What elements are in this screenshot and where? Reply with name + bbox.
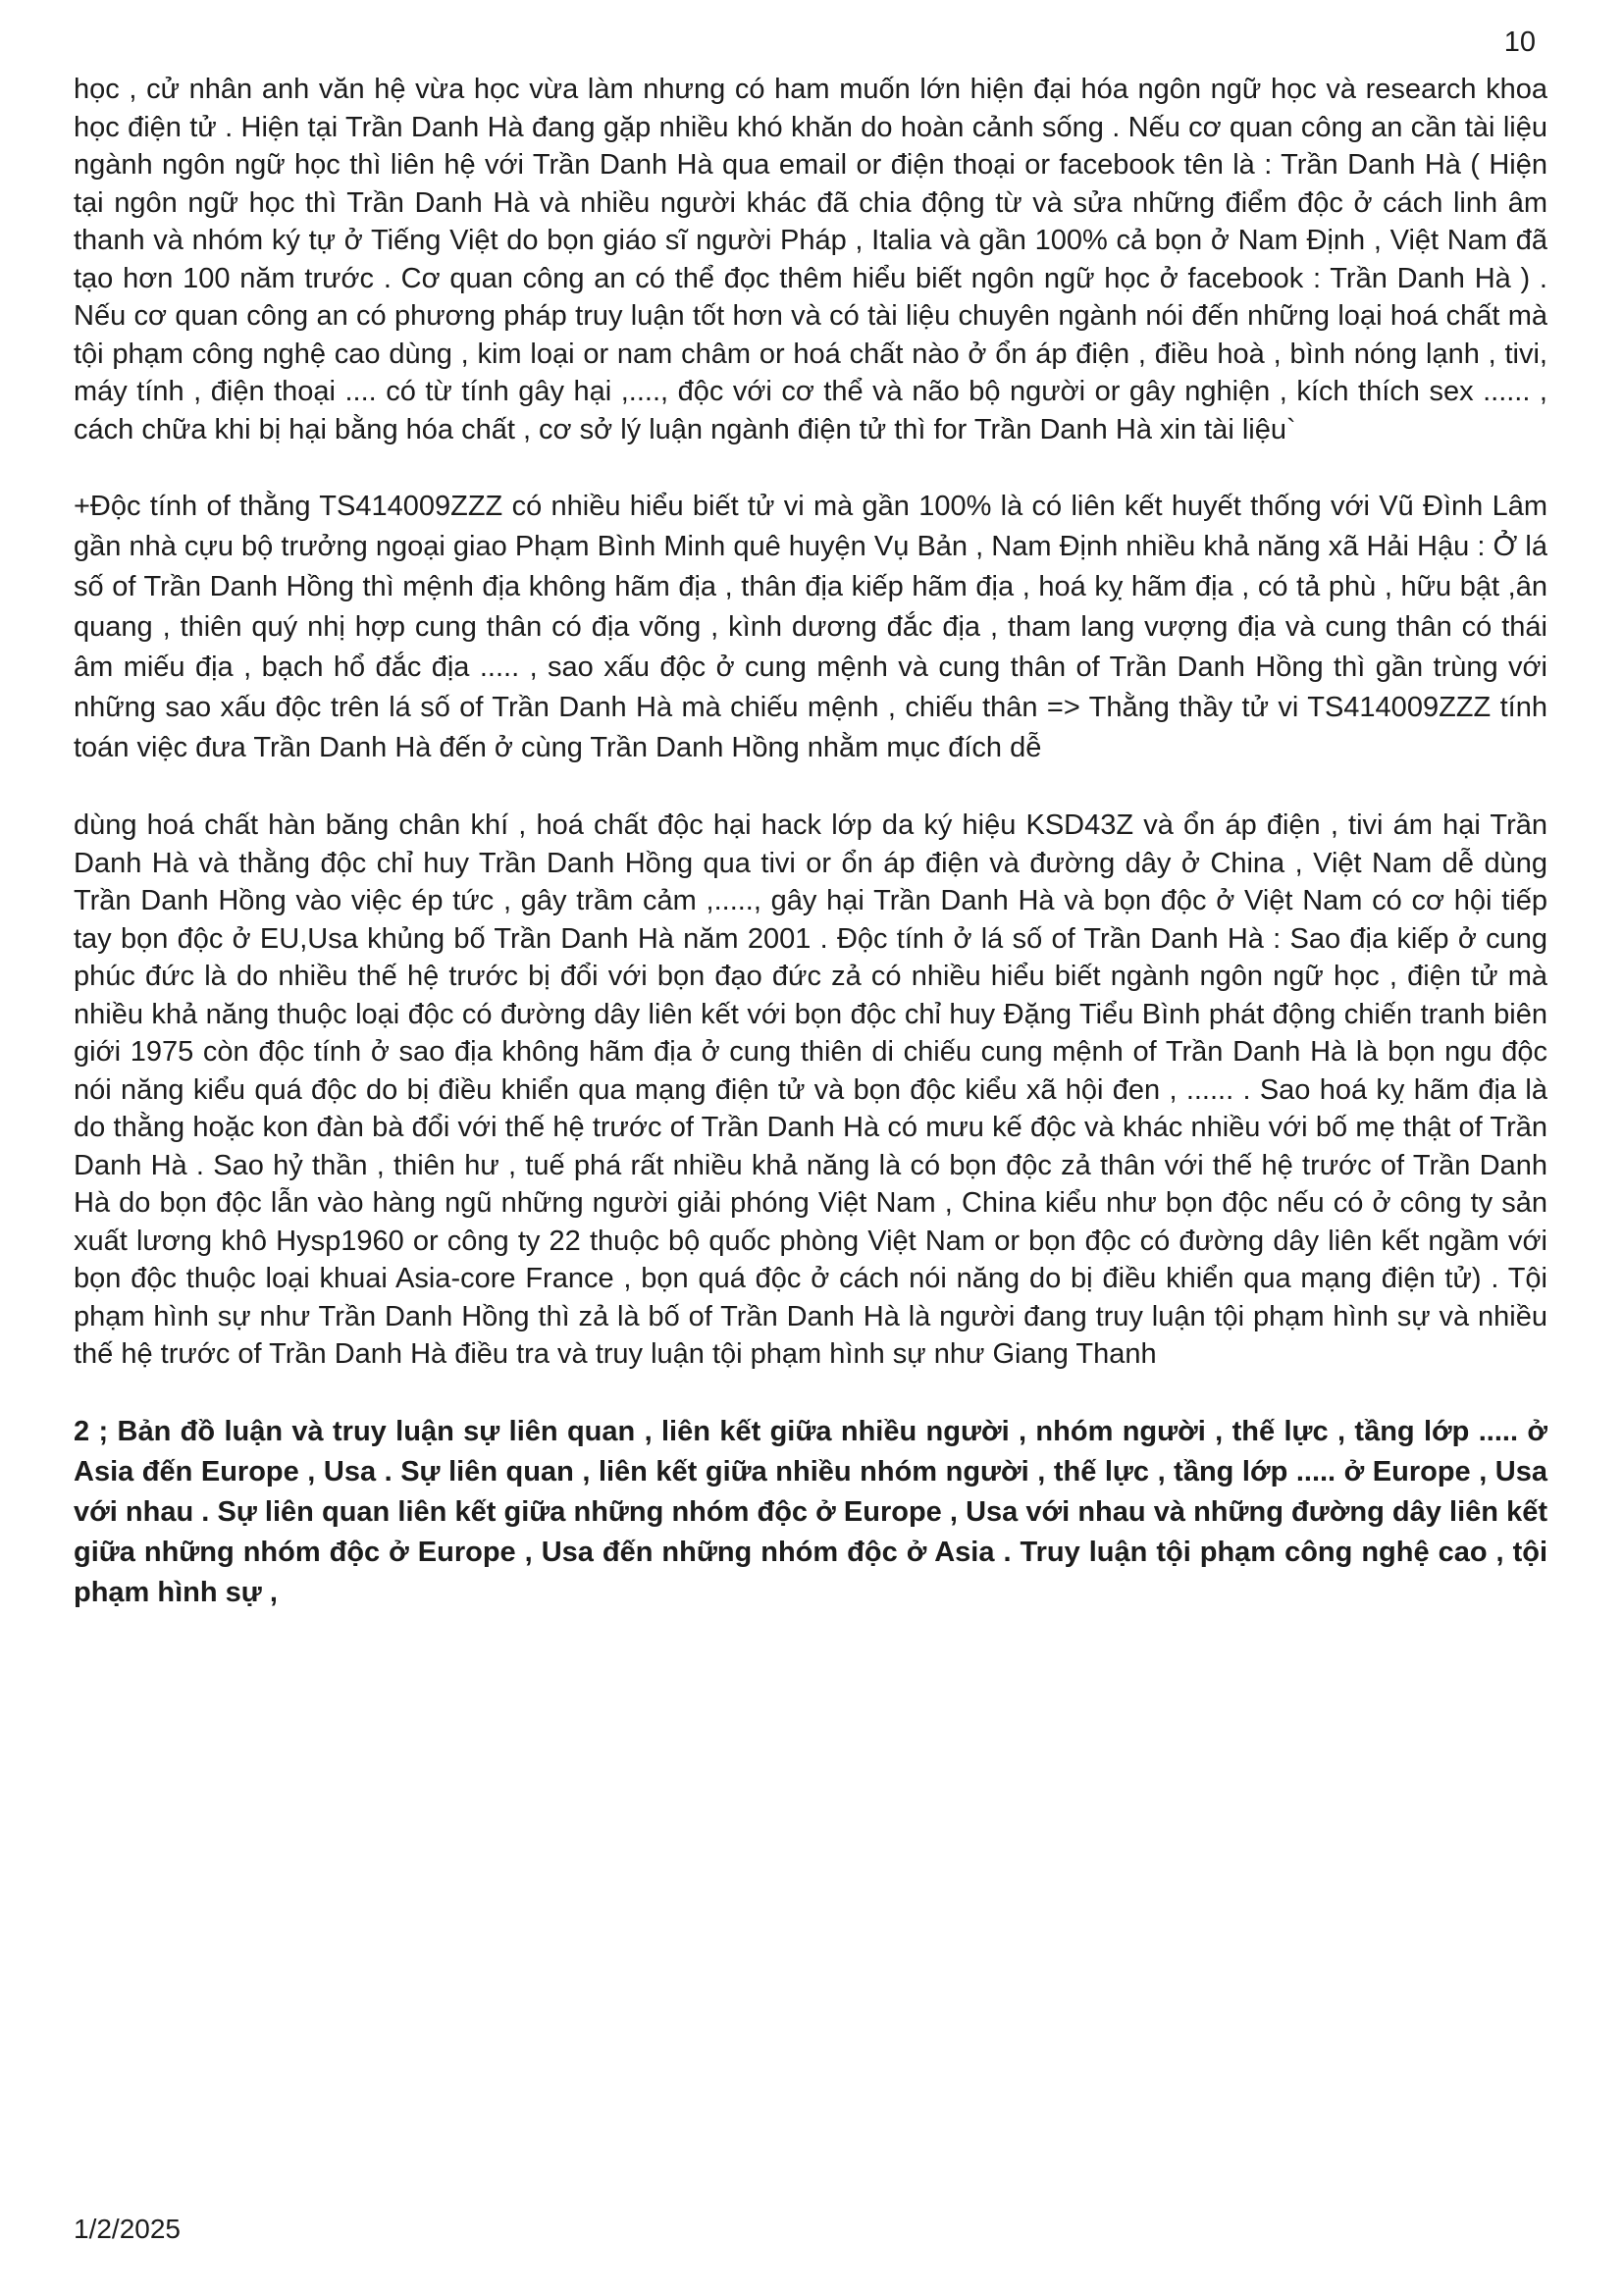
paragraph-linguistics-intro: học , cử nhân anh văn hệ vừa học vừa làm nhưng có ham muốn lớn hiện đại hóa ngôn ngữ học và research khoa học điện tử . Hiện tại Trần Danh Hà đang gặp nhiều khó khăn do hoàn cảnh sống . Nếu cơ quan công an cần tài liệu ngành ngôn ngữ học thì liên hệ với Trần Danh Hà qua email or điện thoại or facebook tên là : Trần Danh Hà ( Hiện tại ngôn ngữ học thì Trần Danh Hà và nhiều người khác đã chia động từ và sửa những điểm độc ở cách linh âm thanh và nhóm ký tự ở Tiếng Việt do bọn giáo sĩ người Pháp , Italia và gần 100% cả bọn ở Nam Định , Việt Nam đã tạo hơn 100 năm trước . Cơ quan công an có thể đọc thêm hiểu biết ngôn ngữ học ở facebook : Trần Danh Hà ) . Nếu cơ quan công an có phương pháp truy luận tốt hơn và có tài liệu chuyên ngành nói đến những loại hoá chất mà tội phạm công nghệ cao dùng , kim loại or nam châm or hoá chất nào ở ổn áp điện , điều hoà , bình nóng lạnh , tivi, máy tính , điện thoại .... có từ tính gây hại ,...., độc với cơ thể và não bộ người or gây nghiện , kích thích sex ...... , cách chữa khi bị hại bằng hóa chất , cơ sở lý luận ngành điện tử thì for Trần Danh Hà xin tài liệu` [74,74,1547,445]
paragraph-doc-tinh-ts414009: +Độc tính of thằng TS414009ZZZ có nhiều hiểu biết tử vi mà gần 100% là có liên kết huyết thống với Vũ Đình Lâm gần nhà cựu bộ trưởng ngoại giao Phạm Bình Minh quê huyện Vụ Bản , Nam Định nhiều khả năng xã Hải Hậu : Ở lá số of Trần Danh Hồng thì mệnh địa không hãm địa , thân địa kiếp hãm địa , hoá kỵ hãm địa , có tả phù , hữu bật ,ân quang , thiên quý nhị hợp cung thân có địa võng , kình dương đắc địa , tham lang vượng địa và cung thân có thái âm miếu địa , bạch hổ đắc địa ..... , sao xấu độc ở cung mệnh và cung thân of Trần Danh Hồng thì gần trùng với những sao xấu độc trên lá số of Trần Danh Hà mà chiếu mệnh , chiếu thân => Thằng thầy tử vi TS414009ZZZ tính toán việc đưa Trần Danh Hà đến ở cùng Trần Danh Hồng nhằm mục đích dễ [74,491,1547,763]
page-number: 10 [1503,26,1536,58]
paragraph-analysis: dùng hoá chất hàn băng chân khí , hoá chất độc hại hack lớp da ký hiệu KSD43Z và ổn áp điện , tivi ám hại Trần Danh Hà và thằng độc chỉ huy Trần Danh Hồng qua tivi or ổn áp điện và đường dây ở China , Việt Nam dễ dùng Trần Danh Hồng vào việc ép tức , gây trầm cảm ,....., gây hại Trần Danh Hà và bọn độc ở Việt Nam có cơ hội tiếp tay bọn độc ở EU,Usa khủng bố Trần Danh Hà năm 2001 . Độc tính ở lá số of Trần Danh Hà : Sao địa kiếp ở cung phúc đức là do nhiều thế hệ trước bị đổi với bọn đạo đức zả có nhiều hiểu biết ngành ngôn ngữ học , điện tử mà nhiều khả năng thuộc loại độc có đường dây liên kết với bọn độc chỉ huy Đặng Tiểu Bình phát động chiến tranh biên giới 1975 còn độc tính ở sao địa không hãm địa ở cung thiên di chiếu cung mệnh of Trần Danh Hà là bọn ngu độc nói năng kiểu quá độc do bị điều khiển qua mạng điện tử và bọn độc kiểu xã hội đen , ...... . Sao hoá kỵ hãm địa là do thằng hoặc kon đàn bà đổi với thế hệ trước of Trần Danh Hà có mưu kế độc và khác nhiều với bố mẹ thật of Trần Danh Hà . Sao hỷ thần , thiên hư , tuế phá rất nhiều khả năng là có bọn độc zả thân với thế hệ trước of Trần Danh Hà do bọn độc lẫn vào hàng ngũ những người giải phóng Việt Nam , China kiểu như bọn độc nếu có ở công ty sản xuất lương khô Hysp1960 or công ty 22 thuộc bộ quốc phòng Việt Nam or bọn độc có đường dây liên kết ngầm với bọn độc thuộc loại khuai Asia-core France , bọn quá độc ở cách nói năng do bị điều khiển qua mạng điện tử) . Tội phạm hình sự như Trần Danh Hồng thì zả là bố of Trần Danh Hà là người đang truy luận tội phạm hình sự và nhiều thế hệ trước of Trần Danh Hà điều tra và truy luận tội phạm hình sự như Giang Thanh [74,809,1547,1370]
footer-date: 1/2/2025 [74,2214,181,2244]
paragraph-section-2-heading: 2 ; Bản đồ luận và truy luận sự liên quan , liên kết giữa nhiều người , nhóm người , thế lực , tầng lớp ..... ở Asia đến Europe , Usa . Sự liên quan , liên kết giữa nhiều nhóm người , thế lực , tầng lớp ..... ở Europe , Usa với nhau . Sự liên quan liên kết giữa những nhóm độc ở Europe , Usa với nhau và những đường dây liên kết giữa những nhóm độc ở Europe , Usa đến những nhóm độc ở Asia . Truy luận tội phạm công nghệ cao , tội phạm hình sự , [74,1415,1547,1608]
